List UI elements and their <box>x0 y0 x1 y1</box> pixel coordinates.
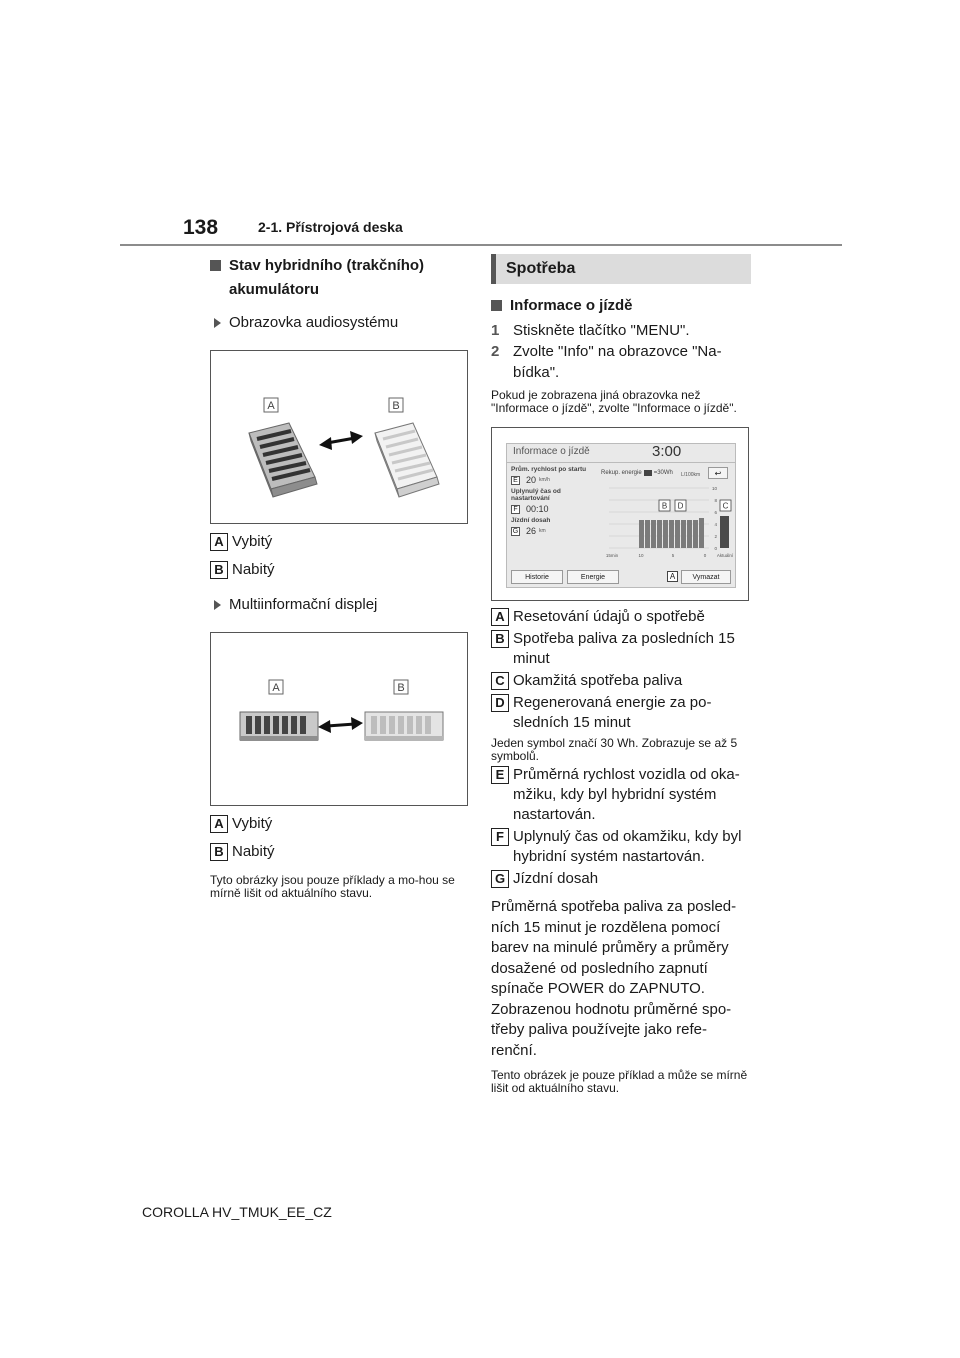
current-consumption-bar <box>720 516 729 548</box>
left-column <box>210 254 468 900</box>
step-item <box>491 320 751 341</box>
legend-text: Spotřeba paliva za posledních 15 minut <box>513 630 735 667</box>
regen-symbol-icon <box>644 470 652 476</box>
legend-text: Nabitý <box>232 843 275 860</box>
audio-legend <box>210 532 468 580</box>
legend-text: Průměrná rychlost vozidla od oka-mžiku, kdy byl hybridní systém nastartován. <box>513 766 740 823</box>
right-column <box>491 254 751 1095</box>
audio-bullet <box>210 312 468 334</box>
right-legend <box>491 607 751 733</box>
legend-tag: A <box>210 533 228 551</box>
label-a: A <box>267 400 275 412</box>
y-tick: 10 <box>711 486 717 491</box>
charged-battery-icon <box>365 712 443 741</box>
avg-speed-value: 20 <box>526 475 537 485</box>
legend-tag: B <box>491 630 509 648</box>
chapter-title: 2-1. Přístrojová deska <box>258 219 403 235</box>
label-b: B <box>397 682 405 694</box>
label-a: A <box>272 682 280 694</box>
triangle-bullet-icon <box>214 600 221 610</box>
trip-info-heading-text: Informace o jízdě <box>510 297 633 314</box>
legend-text: Nabitý <box>232 561 275 578</box>
range-label: Jízdní dosah <box>511 517 551 524</box>
legend-tag: B <box>210 561 228 579</box>
regen-energy-row <box>601 470 673 476</box>
screen-title: Informace o jízdě <box>513 446 590 457</box>
legend-tag: G <box>491 870 509 888</box>
legend-tag: C <box>491 672 509 690</box>
y-tick: 4 <box>714 522 717 527</box>
double-arrow-icon <box>319 431 363 450</box>
step-number: 2 <box>491 343 500 360</box>
y-tick: 6 <box>714 510 717 515</box>
audio-battery-illustration <box>211 351 467 523</box>
tag-b: B <box>661 501 668 511</box>
legend-item <box>491 607 751 627</box>
legend-item <box>491 869 751 889</box>
tag-g: G <box>512 527 519 535</box>
y-tick: 2 <box>714 534 717 539</box>
back-button[interactable]: ↩ <box>708 467 728 479</box>
step-text: Zvolte "Info" na obrazovce "Na-bídka". <box>513 343 722 381</box>
avg-speed-unit: km/h <box>539 477 550 483</box>
final-note: Tento obrázek je pouze příklad a může se mírně lišit od aktuálního stavu. <box>491 1068 748 1095</box>
legend-note: Jeden symbol značí 30 Wh. Zobrazuje se až 5 symbolů. <box>491 736 738 763</box>
legend-item <box>491 827 751 867</box>
section-bar: Spotřeba <box>491 254 751 284</box>
y-tick: 0 <box>714 546 717 551</box>
legend-text: Vybitý <box>232 815 273 832</box>
range-unit: km <box>539 528 546 534</box>
legend-item <box>210 842 468 862</box>
label-b: B <box>392 400 400 412</box>
battery-heading-text: Stav hybridního (trakčního) akumulátoru <box>229 257 425 298</box>
discharged-battery-icon <box>249 423 317 497</box>
consumption-chart <box>601 482 735 558</box>
legend-text: Jízdní dosah <box>513 870 599 887</box>
footer-model-code: COROLLA HV_TMUK_EE_CZ <box>142 1204 332 1220</box>
legend-item <box>491 671 751 691</box>
step-note: Pokud je zobrazena jiná obrazovka než "Informace o jízdě", zvolte "Informace o jízdě". <box>491 388 737 415</box>
triangle-bullet-icon <box>214 318 221 328</box>
left-note: Tyto obrázky jsou pouze příklady a mo-hou se mírně lišit od aktuálního stavu. <box>210 873 455 900</box>
square-bullet-icon <box>210 260 221 271</box>
tag-f: F <box>511 505 520 514</box>
screen-time: 3:00 <box>652 443 682 460</box>
consumption-bars <box>639 518 704 548</box>
legend-item <box>491 693 751 733</box>
regen-value: =30Wh <box>653 470 673 476</box>
x-tick: 15min <box>605 553 619 558</box>
tag-d: D <box>677 501 684 511</box>
step-item <box>491 341 751 383</box>
double-arrow-icon <box>318 717 363 733</box>
charged-battery-icon <box>375 423 439 497</box>
trip-info-figure <box>491 427 749 601</box>
multi-bullet <box>210 594 468 616</box>
legend-tag: D <box>491 694 509 712</box>
step-text: Stiskněte tlačítko "MENU". <box>513 322 690 339</box>
legend-tag: F <box>491 828 509 846</box>
regen-label: Rekup. energie <box>601 470 642 476</box>
multi-bullet-text: Multiinformační displej <box>229 596 378 613</box>
x-tick: 5 <box>671 553 675 558</box>
discharged-battery-icon <box>240 712 318 741</box>
elapsed-time-label: Uplynulý čas od nastartování <box>511 488 561 502</box>
legend-tag: B <box>210 843 228 861</box>
multi-legend <box>210 814 468 862</box>
legend-text: Okamžitá spotřeba paliva <box>513 672 683 689</box>
audio-bullet-text: Obrazovka audiosystému <box>229 314 399 331</box>
trip-info-heading <box>491 294 751 318</box>
legend-tag: A <box>210 815 228 833</box>
legend-item <box>210 814 468 834</box>
tag-a: A <box>667 571 678 582</box>
page-number: 138 <box>183 216 219 239</box>
legend-item <box>210 560 468 580</box>
legend-text: Uplynulý čas od okamžiku, kdy byl hybridní systém nastartován. <box>513 828 742 865</box>
multi-battery-illustration <box>211 633 467 805</box>
audio-battery-figure <box>210 350 468 524</box>
square-bullet-icon <box>491 300 502 311</box>
x-tick: 10 <box>638 553 644 558</box>
battery-heading <box>210 254 468 302</box>
tag-e: E <box>511 476 520 485</box>
trip-info-screen <box>506 443 736 588</box>
step-number: 1 <box>491 322 500 339</box>
header-rule <box>120 244 842 246</box>
consumption-paragraph: Průměrná spotřeba paliva za posled-ních 15 minut je rozdělena pomocí barev na minulé průměry a průměry dosažené od posledního zapnutí spínače POWER do ZAPNUTO. Zobrazenou hodnotu průměrné spo-třeby paliva používejte jako refe-renční. <box>491 898 737 1059</box>
legend-item <box>491 629 751 669</box>
legend-text: Vybitý <box>232 533 273 550</box>
tag-c: C <box>722 501 729 511</box>
elapsed-time-value: 00:10 <box>526 504 549 514</box>
energy-button[interactable]: Energie <box>567 570 619 584</box>
multi-battery-figure <box>210 632 468 806</box>
right-legend-2 <box>491 765 751 889</box>
x-tick: 0 <box>703 553 707 558</box>
avg-speed-label: Prům. rychlost po startu <box>511 466 587 473</box>
history-button[interactable]: Historie <box>511 570 563 584</box>
legend-text: Resetování údajů o spotřebě <box>513 608 705 625</box>
current-label: Aktuální <box>716 553 734 558</box>
range-value: 26 <box>526 526 537 536</box>
legend-item <box>491 765 751 825</box>
legend-item <box>210 532 468 552</box>
legend-text: Regenerovaná energie za po-sledních 15 minut <box>513 694 712 731</box>
reset-button[interactable]: Vymazat <box>681 570 731 584</box>
legend-tag: A <box>491 608 509 626</box>
steps-list <box>491 320 751 383</box>
consumption-unit: L/100km <box>681 472 701 478</box>
trip-stats <box>511 466 599 536</box>
legend-tag: E <box>491 766 509 784</box>
y-tick: 8 <box>714 498 717 503</box>
